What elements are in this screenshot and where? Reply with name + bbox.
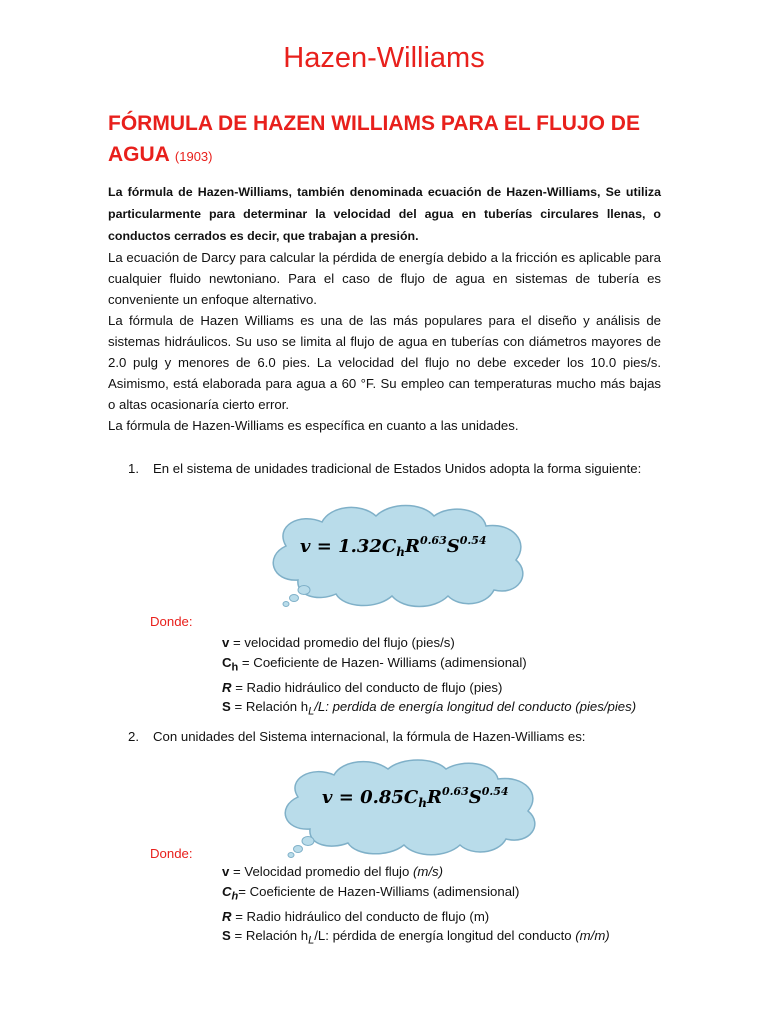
page-title: Hazen-Williams xyxy=(283,42,485,74)
list-item-1 xyxy=(128,461,688,476)
definition-s: S = Relación $h_L/L$: perdida de energía longitud del conducto (pies/pies) xyxy=(222,699,637,718)
heading-year: (1903) xyxy=(174,149,213,164)
definition-s: S = Relación $h_L/L$: pérdida de energía longitud del conducto (m/m) xyxy=(222,928,610,947)
heading-line-1: FÓRMULA DE HAZEN WILLIAMS PARA EL FLUJO DE xyxy=(108,112,640,135)
list-text: Con unidades del Sistema internacional, la fórmula de Hazen-Williams es: xyxy=(153,729,586,744)
formula-cloud-2 xyxy=(276,757,544,861)
definition-r: R = Radio hidráulico del conducto de flujo (pies) xyxy=(222,679,503,695)
definition-r: R = Radio hidráulico del conducto de flujo (m) xyxy=(222,908,490,924)
formula-1: $v = 1.32C_hR^{0.63}S^{0.54}$ xyxy=(300,534,487,559)
list-text: En el sistema de unidades tradicional de Estados Unidos adopta la forma siguiente: xyxy=(153,461,642,476)
heading-agua: AGUA xyxy=(108,143,170,166)
paragraph-3: La fórmula de Hazen Williams es una de las más populares para el diseño y análisis de sistemas hidráulicos. Su uso se limita al flujo de agua en tuberías con diámetros mayores de 2.0 pulg y menores de 6.0 pies. La velocidad del flujo no debe exceder los 10.0 pies/s. Asimismo, está elaborada para agua a 60 °F. Su empleo can temperaturas mucho más bajas o altas ocasionaría cierto error. xyxy=(108,313,661,412)
definition-v: v = velocidad promedio del flujo (pies/s) xyxy=(222,635,455,650)
definitions-1 xyxy=(222,633,702,722)
list-item-2 xyxy=(128,729,688,744)
paragraph-1: La fórmula de Hazen-Williams, también denominada ecuación de Hazen-Williams, Se utiliza particularmente para determinar la velocidad del agua en tuberías circulares llenas, o conductos cerrados es decir, que trabajan a presión. xyxy=(108,185,661,243)
donde-label-1: Donde: xyxy=(150,614,193,629)
section-heading xyxy=(108,108,668,172)
list-number: 1. xyxy=(128,461,139,476)
definition-ch: $C_h=$ Coeficiente de Hazen-Williams (adimensional) xyxy=(222,883,520,903)
list-number: 2. xyxy=(128,729,139,744)
heading-line-2 xyxy=(108,139,668,172)
definition-v: v = Velocidad promedio del flujo (m/s) xyxy=(222,864,444,879)
donde-label-2: Donde: xyxy=(150,846,193,861)
definition-ch: $C_h$ = Coeficiente de Hazen- Williams (adimensional) xyxy=(222,654,527,674)
paragraph-4: La fórmula de Hazen-Williams es específica en cuanto a las unidades. xyxy=(108,418,519,433)
formula-2: $v = 0.85C_hR^{0.63}S^{0.54}$ xyxy=(322,785,509,810)
formula-cloud-1 xyxy=(264,502,532,614)
intro-text xyxy=(108,181,661,436)
paragraph-2: La ecuación de Darcy para calcular la pérdida de energía debido a la fricción es aplicable para cualquier fluido newtoniano. Para el caso de flujo de agua en sistemas de tubería es conveniente un enfoque alternativo. xyxy=(108,250,661,307)
definitions-2 xyxy=(222,862,702,951)
